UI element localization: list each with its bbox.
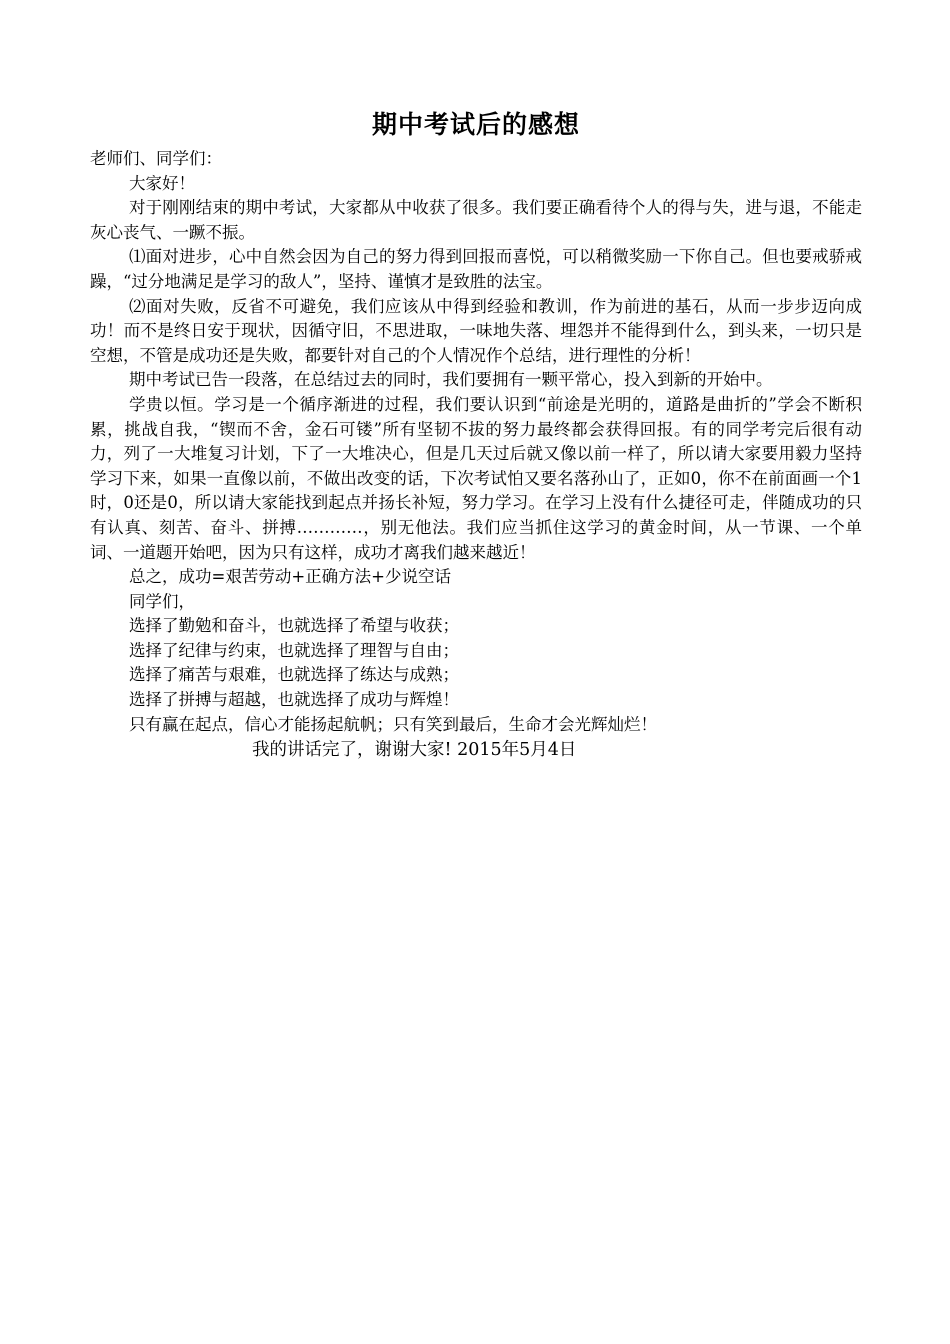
paragraph-progress: ⑴面对进步，心中自然会因为自己的努力得到回报而喜悦，可以稍微奖励一下你自己。但也要戒骄戒躁，“过分地满足是学习的敌人”，坚持、谨慎才是致胜的法宝。 <box>90 247 862 291</box>
paragraph-perseverance: 学贵以恒。学习是一个循序渐进的过程，我们要认识到“前途是光明的，道路是曲折的”学会不断积累，挑战自我，“锲而不舍，金石可镂”所有坚韧不拔的努力最终都会获得回报。有的同学考完后很有动力，列了一大堆复习计划，下了一大堆决心，但是几天过后就又像以前一样了，所以请大家要用毅力坚持学习下来，如果一直像以前，不做出改变的话，下次考试怕又要名落孙山了，正如0，你不在前面画一个1时，0还是0，所以请大家能找到起点并扬长补短，努力学习。在学习上没有什么捷径可走，伴随成功的只有认真、刻苦、奋斗、拼搏…………，别无他法。我们应当抓住这学习的黄金时间，从一节课、一个单词、一道题开始吧，因为只有这样，成功才离我们越来越近！ <box>90 394 862 562</box>
paragraph-failure: ⑵面对失败，反省不可避免，我们应该从中得到经验和教训，作为前进的基石，从而一步步迈向成功！而不是终日安于现状，因循守旧，不思进取，一味地失落、埋怨并不能得到什么，到头来，一切只是空想，不管是成功还是失败，都要针对自己的个人情况作个总结，进行理性的分析！ <box>90 296 862 365</box>
paragraph-choice-2: 选择了纪律与约束，也就选择了理智与自由； <box>129 640 459 660</box>
document-body <box>90 147 862 763</box>
paragraph-intro: 对于刚刚结束的期中考试，大家都从中收获了很多。我们要正确看待个人的得与失，进与退，不能走灰心丧气、一蹶不振。 <box>90 198 862 242</box>
paragraph-hello: 大家好！ <box>129 173 195 193</box>
paragraph-choice-4: 选择了拼搏与超越，也就选择了成功与辉煌！ <box>129 690 459 710</box>
greeting: 老师们、同学们： <box>90 149 222 168</box>
document-content <box>90 107 862 763</box>
paragraph-conclusion: 只有赢在起点，信心才能扬起航帆；只有笑到最后，生命才会光辉灿烂！ <box>129 714 657 734</box>
document-title: 期中考试后的感想 <box>371 110 580 139</box>
paragraph-formula: 总之，成功=艰苦劳动+正确方法+少说空话 <box>129 567 451 587</box>
paragraph-address: 同学们， <box>129 591 195 611</box>
closing-signature: 我的讲话完了，谢谢大家! 2015年5月4日 <box>252 740 577 761</box>
paragraph-choice-1: 选择了勤勉和奋斗，也就选择了希望与收获； <box>129 616 459 636</box>
paragraph-choice-3: 选择了痛苦与艰难，也就选择了练达与成熟； <box>129 665 459 685</box>
paragraph-new-start: 期中考试已告一段落，在总结过去的同时，我们要拥有一颗平常心，投入到新的开始中。 <box>129 370 773 390</box>
